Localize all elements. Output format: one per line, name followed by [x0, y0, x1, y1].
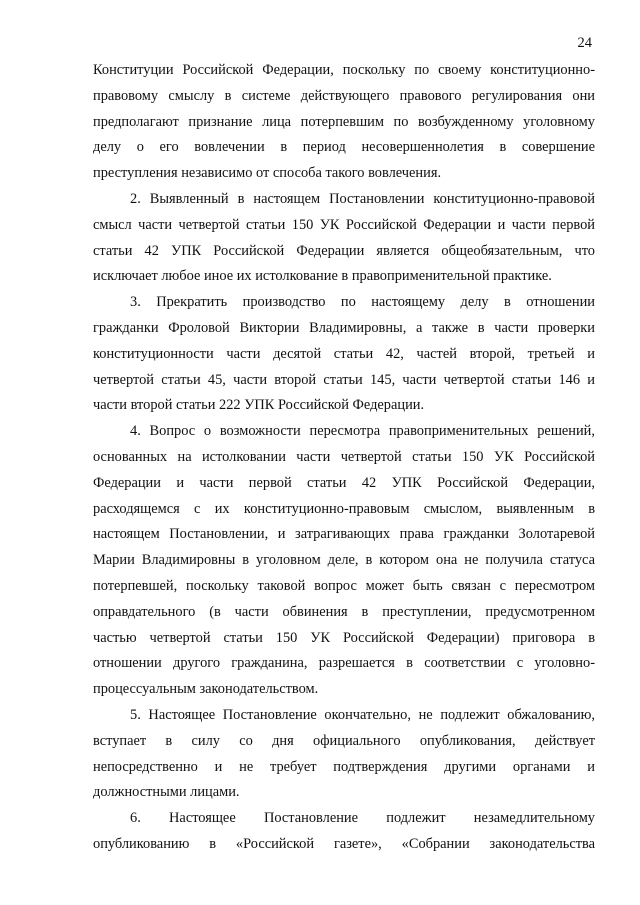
- text-line: конституционности части десятой статьи 42, частей второй, третьей и: [93, 345, 595, 362]
- text-line: вступает в силу со дня официального опубликования, действует: [93, 732, 595, 749]
- text-line: гражданки Фроловой Виктории Владимировны, а также в части проверки: [93, 319, 595, 336]
- text-line: 2. Выявленный в настоящем Постановлении конституционно-правовой: [130, 190, 595, 207]
- text-line: должностными лицами.: [93, 784, 240, 801]
- text-line: статьи 42 УПК Российской Федерации является общеобязательным, что: [93, 242, 595, 259]
- text-line: отношении другого гражданина, разрешается в соответствии с уголовно-: [93, 655, 595, 672]
- text-line: правовому смыслу в системе действующего правового регулирования они: [93, 87, 595, 104]
- document-body: [93, 58, 595, 858]
- text-line: расходящемся с их конституционно-правовым смыслом, выявленным в: [93, 500, 595, 517]
- text-line: частью четвертой статьи 150 УК Российской Федерации) приговора в: [93, 629, 595, 646]
- text-line: процессуальным законодательством.: [93, 681, 319, 698]
- text-line: предполагают признание лица потерпевшим по возбужденному уголовному: [93, 113, 595, 130]
- page-number: 24: [577, 35, 592, 51]
- text-line: исключает любое иное их истолкование в правоприменительной практике.: [93, 268, 552, 285]
- text-line: части второй статьи 222 УПК Российской Федерации.: [93, 397, 425, 414]
- text-line: Федерации и части первой статьи 42 УПК Российской Федерации,: [93, 474, 595, 491]
- text-line: оправдательного (в части обвинения в преступлении, предусмотренном: [93, 603, 595, 620]
- text-line: 3. Прекратить производство по настоящему делу в отношении: [130, 294, 595, 311]
- text-line: четвертой статьи 45, части второй статьи 145, части четвертой статьи 146 и: [93, 371, 595, 388]
- text-line: делу о его вовлечении в период несовершеннолетия в совершение: [93, 139, 595, 156]
- text-line: 5. Настоящее Постановление окончательно, не подлежит обжалованию,: [130, 706, 595, 723]
- text-line: 4. Вопрос о возможности пересмотра правоприменительных решений,: [130, 423, 595, 440]
- text-line: преступления независимо от способа такого вовлечения.: [93, 165, 442, 182]
- text-line: основанных на истолковании части четвертой статьи 150 УК Российской: [93, 448, 595, 465]
- text-line: непосредственно и не требует подтверждения другими органами и: [93, 758, 595, 775]
- text-line: Марии Владимировны в уголовном деле, в котором она не получила статуса: [93, 552, 595, 569]
- text-line: 6. Настоящее Постановление подлежит незамедлительному: [130, 810, 595, 827]
- text-line: смысл части четвертой статьи 150 УК Российской Федерации и части первой: [93, 216, 595, 233]
- text-line: настоящем Постановлении, и затрагивающих права гражданки Золотаревой: [93, 526, 595, 543]
- text-line: опубликованию в «Российской газете», «Собрании законодательства: [93, 835, 595, 852]
- text-line: Конституции Российской Федерации, поскольку по своему конституционно-: [93, 62, 595, 78]
- text-line: потерпевшей, поскольку таковой вопрос может быть связан с пересмотром: [93, 577, 595, 594]
